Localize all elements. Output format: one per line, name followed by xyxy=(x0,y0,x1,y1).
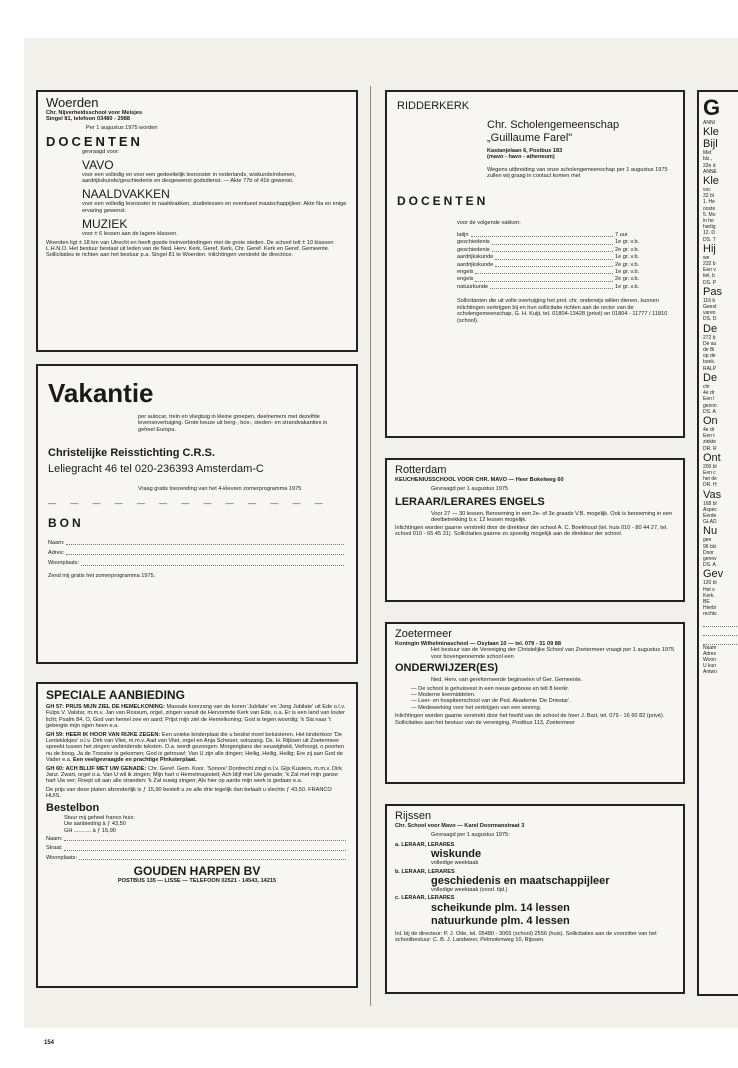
magazine-page xyxy=(24,38,738,1046)
ad-sub: Ned. Herv. van gereformeerde beginselen of Ger. Gemeente. xyxy=(431,677,583,684)
record-code: GH 60: xyxy=(46,765,65,772)
partial-line: gezon xyxy=(703,402,717,409)
partial-line: 12. D xyxy=(703,230,715,237)
partial-line: Het s xyxy=(703,586,715,593)
partial-line: Pas xyxy=(703,285,722,298)
record-extra: Een veelgevraagde en prachtige Pinksterplaat. xyxy=(72,757,197,764)
partial-line: boek. xyxy=(703,359,716,366)
partial-line: GLAD xyxy=(703,519,717,526)
form-woonplaats-row[interactable] xyxy=(48,560,346,566)
subject-hours: 2e gr. v.b. xyxy=(615,246,640,253)
partial-line: Een l xyxy=(703,396,715,403)
form-naam-line[interactable] xyxy=(66,544,344,545)
partial-line: 168 bl xyxy=(703,500,717,507)
partial-line: DS. A xyxy=(703,408,716,415)
subject-hours: 1e gr. v.b. xyxy=(615,254,640,261)
ad-intro: Wegens uitbreiding van onze scholengemeenschap per 1 augustus 1975 zullen wij graag in contact komen met xyxy=(487,166,668,180)
partial-line xyxy=(703,636,738,645)
partial-line: 200 bl xyxy=(703,463,717,470)
partial-line: BE xyxy=(703,598,710,605)
ad-place: Woerden xyxy=(46,95,99,110)
partial-line: De au xyxy=(703,340,717,347)
partial-line: ANNI xyxy=(703,120,715,126)
partial-line: Bijl xyxy=(703,138,718,151)
ad-place: RIDDERKERK xyxy=(397,100,470,112)
partial-line: het de xyxy=(703,476,717,483)
ad-address: Leliegracht 46 tel 020-236393 Amsterdam-C xyxy=(48,463,264,476)
record-gh59 xyxy=(46,732,348,764)
partial-line: DS. P xyxy=(703,279,717,286)
ad-date: Gevraagd per 1 augustus 1975: xyxy=(431,832,510,839)
partial-line: DS. T xyxy=(703,236,716,243)
partial-line: De xyxy=(703,371,718,384)
ad-date: Per 1 augustus 1975 worden xyxy=(86,124,158,131)
ad-address: Singel 81, telefoon 03480 - 2988 xyxy=(46,116,130,123)
form-naam-row[interactable] xyxy=(48,540,346,546)
dot-leader xyxy=(492,244,613,245)
ad-types: (mavo - havo - atheneum) xyxy=(487,154,555,161)
subject-muziek-text: voor ± 6 lessen aan de lagere klassen. xyxy=(82,231,178,238)
partial-line: rechts xyxy=(703,611,717,618)
ad-vraag: Vraag gratis toezending van het 4-kleuren zomerprogramma 1975 xyxy=(138,486,302,493)
bestelbon-line2[interactable]: GH ........... à ƒ 15,90 xyxy=(64,827,116,834)
partial-line: U kun xyxy=(703,663,717,670)
form-woonplaats-row[interactable] xyxy=(46,855,348,861)
form-naam-label: Naam: xyxy=(48,539,65,546)
subject-hours: 1e gr. v.b. xyxy=(615,283,640,290)
ad-org: Christelijke Reisstichting C.R.S. xyxy=(48,447,215,460)
ad-text1: Voor 27 — 30 lessen. Benoeming in een 2e- of 3e graads V.B. mogelijk. Ook is benoeming in een deelbetrekking b.v. 12 lessen mogelijk. xyxy=(431,510,673,524)
form-adres-row[interactable] xyxy=(48,550,346,556)
record-title: HEER IK HOOR VAN RIJKE ZEGEN: xyxy=(65,731,161,738)
partial-line: 22e d xyxy=(703,162,716,169)
partial-line: gee xyxy=(703,537,712,544)
dot-leader xyxy=(495,259,613,260)
ad-heading: DOCENTEN xyxy=(397,193,489,208)
partial-line: DS. A xyxy=(703,562,716,569)
subject-vavo-text: voor een volledig en voor een gedeeltelijk lesrooster in nederlands, wiskunde/rekenen, aardrijkskunde/geschiedenis en desgewenst godsdienst. — Akte 77b of 41b gewenst. xyxy=(82,171,296,185)
partial-line: Door xyxy=(703,549,714,556)
partial-line: hartig xyxy=(703,224,716,231)
column-right-clipped xyxy=(697,38,738,1028)
subject-name: geschiedenis xyxy=(457,246,490,253)
partial-line xyxy=(703,618,738,627)
ad-intro: per autocar, trein en vliegtuig in kleine groepen, deelnemers met dezelfde levensovertuiging. Grote keuze uit berg-, bos-, steden- en strandvakanties in geheel Europa. xyxy=(138,414,328,433)
position-b: b. LERAAR, LERARES xyxy=(395,868,455,875)
bestelbon-heading: Bestelbon xyxy=(46,801,100,814)
partial-line: Een c xyxy=(703,469,716,476)
bestelbon-line1[interactable]: Uw aanbieding à ƒ 43,50 xyxy=(64,821,126,828)
bullet-item: — Medewerking voor het verkrijgen van een woning. xyxy=(411,704,542,711)
partial-line: DR. H xyxy=(703,482,717,489)
partial-letter: G xyxy=(703,95,721,120)
partial-line: 1. He xyxy=(703,199,715,206)
ad-place: Rotterdam xyxy=(395,464,447,476)
subject-name: geschiedenis xyxy=(457,239,490,246)
ad-heading: LERAAR/LERARES ENGELS xyxy=(395,495,545,508)
partial-line: Vas xyxy=(703,488,722,501)
subject-row xyxy=(457,262,673,268)
record-title: PRIJS MIJN ZIEL DE HEMELKONING: xyxy=(65,704,165,710)
partial-line: Ont xyxy=(703,451,721,464)
partial-lines xyxy=(703,120,738,676)
form-naam-row[interactable] xyxy=(46,836,348,842)
dot-leader xyxy=(492,251,613,252)
record-text: Massale koorzang van de koren 'Jubilate' en 'Jong Jubilate' uit Ede o.l.v. Fulps V. Valstar, m.m.v. Jan van Rossum, orgel, zingen vanuit de Hervormde Kerk van Ede, o.a. Er is een land van louter licht; Psalm 84, O, God van hemel zee en aard; Prijst mijn ziel de Hemelkoning; God is tegen woordig; 'k Sla naar 't gebergte mijn ogen heen e.a. xyxy=(46,704,346,730)
record-gh60 xyxy=(46,766,348,785)
position-c-subject1: scheikunde plm. 14 lessen xyxy=(431,901,570,914)
subject-list xyxy=(457,232,673,290)
position-a: a. LERAAR, LERARES xyxy=(395,841,455,848)
subject-hours: 2e gr. v.b. xyxy=(615,276,640,283)
price-text: De prijs van deze platen afzonderlijk is ƒ 15,90 bestelt u ze alle drie tegelijk dan betaalt u slechts ƒ 43,50. FRANCO HUIS. xyxy=(46,786,332,800)
ad-zoetermeer xyxy=(385,622,685,784)
partial-line: Met xyxy=(703,150,712,157)
partial-line: 120 bl xyxy=(703,580,717,587)
partial-line: 232 b xyxy=(703,261,716,268)
partial-line: Woon xyxy=(703,656,716,663)
partial-line: 116 b xyxy=(703,297,716,304)
partial-line: chr xyxy=(703,383,710,390)
partial-line: we xyxy=(703,254,710,261)
subject-row xyxy=(457,247,673,253)
subject-hours: 2e gr. v.b. xyxy=(615,261,640,268)
bullet-list xyxy=(395,686,675,712)
ad-footer: Sollicitanten die uit volle overtuiging het prot. chr. onderwijs willen dienen, kunnen inlichtingen verkrijgen bij en hun sollicitatie richten aan de rector van de scholengemeenschap, G. H. Kuijt, tel. 01804-13428 (privé) en 01804 - 11777 / 11810 (school). xyxy=(457,298,668,324)
partial-line: DS. D xyxy=(703,316,717,323)
partial-line: 32 bl xyxy=(703,193,714,200)
ad-heading: ONDERWIJZER(ES) xyxy=(395,662,499,675)
partial-line: 4e dr xyxy=(703,426,715,433)
subject-row xyxy=(457,254,673,260)
partial-line: Kle xyxy=(703,126,719,139)
partial-line: Gev xyxy=(703,568,724,581)
subject-vavo: VAVO xyxy=(82,157,114,172)
partial-line: Kle xyxy=(703,175,719,188)
company-name: GOUDEN HARPEN BV xyxy=(133,864,261,879)
partial-line xyxy=(703,627,738,636)
dot-leader xyxy=(475,273,613,274)
position-b-subject: geschiedenis en maatschappijleer xyxy=(431,875,610,888)
cut-line: — — — — — — — — — — — — — xyxy=(48,498,329,508)
bullet-item: — De school is gehuisvest in een nieuw gebouw en telt 8 leerkr. xyxy=(411,685,570,692)
ad-title: SPECIALE AANBIEDING xyxy=(46,688,185,702)
ad-footer: Woerden ligt ± 18 km van Utrecht en heeft goede treinverbindingen met de grote steden. De school telt ± 10 klassen L.H.N.O. Het bestuur bestaat uit leden van de Ned. Herv. Kerk, Geref. Kerk, Chr. Geref. Kerk en Geref. Gemeente. Sollicitaties te richten aan het bestuur p.a. Singel 81 te Woerden. Inlichtingen verstrekt de directrice. xyxy=(46,239,334,259)
form-woonplaats-line[interactable] xyxy=(81,565,344,566)
ad-intro: Het bestuur van de Vereniging der Christelijke School van Zoetermeer vraagt per 1 augustus 1975 voor bovengenoemde school een xyxy=(431,647,675,660)
dot-leader xyxy=(471,236,613,237)
dot-leader xyxy=(475,281,613,282)
subject-name: natuurkunde xyxy=(457,283,489,290)
partial-line: Aspec xyxy=(703,506,717,513)
form-woonplaats-label: Woonplaats: xyxy=(46,854,77,861)
ad-school: Chr. Nijverheidsschool voor Meisjes xyxy=(46,110,143,116)
record-title: ACH BLIJF MET UW GENADE: xyxy=(65,765,147,772)
subject-row xyxy=(457,239,673,245)
ad-rijssen xyxy=(385,804,685,994)
partial-line: 272 b xyxy=(703,334,716,341)
form-woonplaats-label: Woonplaats: xyxy=(48,560,79,567)
bon-heading: BON xyxy=(48,515,84,530)
ad-voor: voor de volgende vakken: xyxy=(457,219,521,226)
company-address: POSTBUS 135 — LISSE — TELEFOON 02521 - 14543, 14215 xyxy=(117,878,277,885)
subject-row xyxy=(457,284,673,290)
ad-school: Chr. School voor Mavo — Karel Doormanstraat 3 xyxy=(395,823,525,829)
subject-hours: 7 uur xyxy=(615,232,628,239)
position-c: c. LERAAR, LERARES xyxy=(395,895,455,902)
ad-ridderkerk xyxy=(385,90,685,438)
bullet-item: — Moderne leermiddelen. xyxy=(411,692,476,699)
form-straat-label: Straat: xyxy=(46,845,63,852)
column-divider xyxy=(370,86,371,1006)
dot-leader xyxy=(495,266,613,267)
ad-heading: DOCENTEN xyxy=(46,134,143,150)
form-straat-row[interactable] xyxy=(46,845,348,851)
ad-school: KEUCHENIUSSCHOOL VOOR CHR. MAVO — Heer Bokelweg 60 xyxy=(395,477,564,483)
ad-footer: Inl. bij de directeur: P. J. Otte, tel. 05480 - 3065 (school) 2556 (huis). Sollicitaties aan de voorzitter van het schoolbestuur: C. B. J. Landweer, Pelmolenweg 10, Rijssen. xyxy=(395,930,657,944)
partial-line: Nu xyxy=(703,525,718,538)
partial-line: blz., xyxy=(703,156,713,163)
partial-line: ANNE xyxy=(703,168,717,175)
subject-naaldvakken-text: voor een volledig lesrooster in naaldvakken, studielessen en eventueel maatschappijleer. Akte Na en enige ervaring gewenst. xyxy=(82,201,347,214)
form-straat-line[interactable] xyxy=(64,850,346,851)
partial-line: 96 blz xyxy=(703,543,717,550)
ad-address: Kastanjelaan 6, Postbus 183 xyxy=(487,148,563,154)
ad-text2: Inlichtingen worden gaarne verstrekt door de direkteur der school A. C. Boekhoud (tel. huis 010 - 80 44 27, tel. school 010 - 65 45 31). Sollicitaties gaarne zo spoedig mogelijk aan de direkteur der school. xyxy=(395,524,668,538)
ad-footer: Inlichtingen worden gaarne verstrekt door het hoofd van de school de heer J. Bart, tel. 079 - 16 60 82 (privé). Sollicitaties aan het bestuur van de vereniging, Postbus 113, Zoetermeer xyxy=(395,713,665,726)
partial-line: Hierbi xyxy=(703,605,717,612)
partial-line: On xyxy=(703,414,718,427)
partial-line: genov xyxy=(703,555,717,562)
partial-line: Kerk. xyxy=(703,592,715,599)
partial-line: de Bi xyxy=(703,347,715,354)
ad-school: Chr. Scholengemeenschap xyxy=(487,119,620,131)
partial-line: Adres xyxy=(703,650,717,657)
partial-line: op de xyxy=(703,353,716,360)
ad-title: Vakantie xyxy=(48,378,154,408)
partial-line: De xyxy=(703,322,718,335)
partial-line: ziekte xyxy=(703,439,717,446)
partial-line: Eerde xyxy=(703,512,717,519)
subject-row xyxy=(457,269,673,275)
partial-line: voc xyxy=(703,187,711,194)
partial-line: varen xyxy=(703,310,716,317)
partial-line: Een t xyxy=(703,433,715,440)
ad-place: Zoetermeer xyxy=(395,628,452,640)
partial-line: Antwo xyxy=(703,669,717,676)
partial-line: 5. Mo xyxy=(703,211,716,218)
subject-name: latijn xyxy=(457,232,469,239)
ad-school: Koningin Wilhelminaschool — Osylaan 10 — tel. 079 - 31 09 88 xyxy=(395,641,561,647)
subject-name: aardrijkskunde xyxy=(457,254,494,261)
partial-line: RALP xyxy=(703,365,717,372)
position-a-subject: wiskunde xyxy=(431,848,482,861)
ad-vakantie xyxy=(36,364,358,664)
partial-line: Een v xyxy=(703,267,716,274)
form-adres-line[interactable] xyxy=(66,554,344,555)
subject-row xyxy=(457,276,673,282)
ad-date: Gevraagd per 1 augustus 1975 xyxy=(431,486,509,493)
subject-name: engels xyxy=(457,269,474,276)
ad-speciale-aanbieding xyxy=(36,682,358,988)
record-code: GH 57: xyxy=(46,704,65,710)
partial-line: tiel, b xyxy=(703,273,715,280)
subject-naaldvakken: NAALDVAKKEN xyxy=(82,187,170,202)
bullet-item: — Leer- en hospiteerschool van de Ped. Akademie 'De Driestar'. xyxy=(411,698,571,705)
ad-school-name: „Guillaume Farel" xyxy=(487,132,573,144)
dot-leader xyxy=(490,288,613,289)
subject-hours: 1e gr. v.b. xyxy=(615,269,640,276)
subject-muziek: MUZIEK xyxy=(82,217,128,232)
partial-line: DR. R xyxy=(703,445,717,452)
partial-line: in he xyxy=(703,218,714,225)
record-code: GH 59: xyxy=(46,731,65,738)
subject-hours: 1e gr. v.b. xyxy=(615,239,640,246)
partial-line: Naam xyxy=(703,644,717,651)
partial-line: Geest xyxy=(703,304,717,311)
record-text: Een unieke kinderplaat die u beslist moet beluisteren. Het kinderkoor 'De Lenteklokjes' o.l.v. Dirk van Vliet, m.m.v. Aad van Vliet, orgel en Anja Scheuer, solozang. Ds. H. Rijksen uit Zoetermeer spreekt tussen het zingen verbindende teksten. O.a. wordt gezongen: Morgenglans der eeuwigheid, Verhoogt, o poorten nu de boog, Ja de Trooster is gekomen; God is getrouw!; Van U zijn alle dingen; Heilig, Heilig, Heilig; Ere zij aan God de Vader e.a. xyxy=(46,731,344,764)
partial-line: 4e dr xyxy=(703,390,715,397)
position-c-subject2: natuurkunde plm. 4 lessen xyxy=(431,914,570,927)
form-adres-label: Adres: xyxy=(48,550,65,557)
subject-name: aardrijkskunde xyxy=(457,261,494,268)
record-text: Chr. Geref. Gem. Koor. 'Sonore' Dordrecht zingt o.l.v. Gijs Kusters, m.m.v. Dirk Janz. Zwart, orgel o.a. Van U wil ik zingen; Mijn hart o Hemelmajesteit; Ach blijf met Uw genade; 'k Zal met mijn ganse hart Uw eer; Roept uit aan alle stranden: 'k Zal euwig zingen; Als hier op aarde mijn werk is gedaan e.a. xyxy=(46,765,342,785)
partial-line: Hij xyxy=(703,242,716,255)
ad-partial xyxy=(697,90,738,996)
subject-name: engels xyxy=(457,276,474,283)
subject-row xyxy=(457,232,673,238)
ad-woerden xyxy=(36,90,358,352)
page-number: 154 xyxy=(44,1040,55,1046)
position-b-sub: volledige weektaak (voorl. tijd.) xyxy=(431,887,508,894)
position-a-sub: volledige weektaak xyxy=(431,860,479,867)
bestelbon-stuur: Stuur mij geheel franco huis: xyxy=(64,814,135,821)
form-woonplaats-line[interactable] xyxy=(79,859,346,860)
ad-rotterdam xyxy=(385,458,685,602)
form-naam-label: Naam: xyxy=(46,835,63,842)
partial-line: ooste xyxy=(703,205,716,212)
record-gh57 xyxy=(46,704,348,730)
ad-zend: Zend mij gratis het zomerprogramma 1975. xyxy=(48,572,156,579)
ad-place: Rijssen xyxy=(395,810,432,822)
ad-gevraagd: gevraagd voor: xyxy=(82,149,120,156)
form-naam-line[interactable] xyxy=(64,840,346,841)
